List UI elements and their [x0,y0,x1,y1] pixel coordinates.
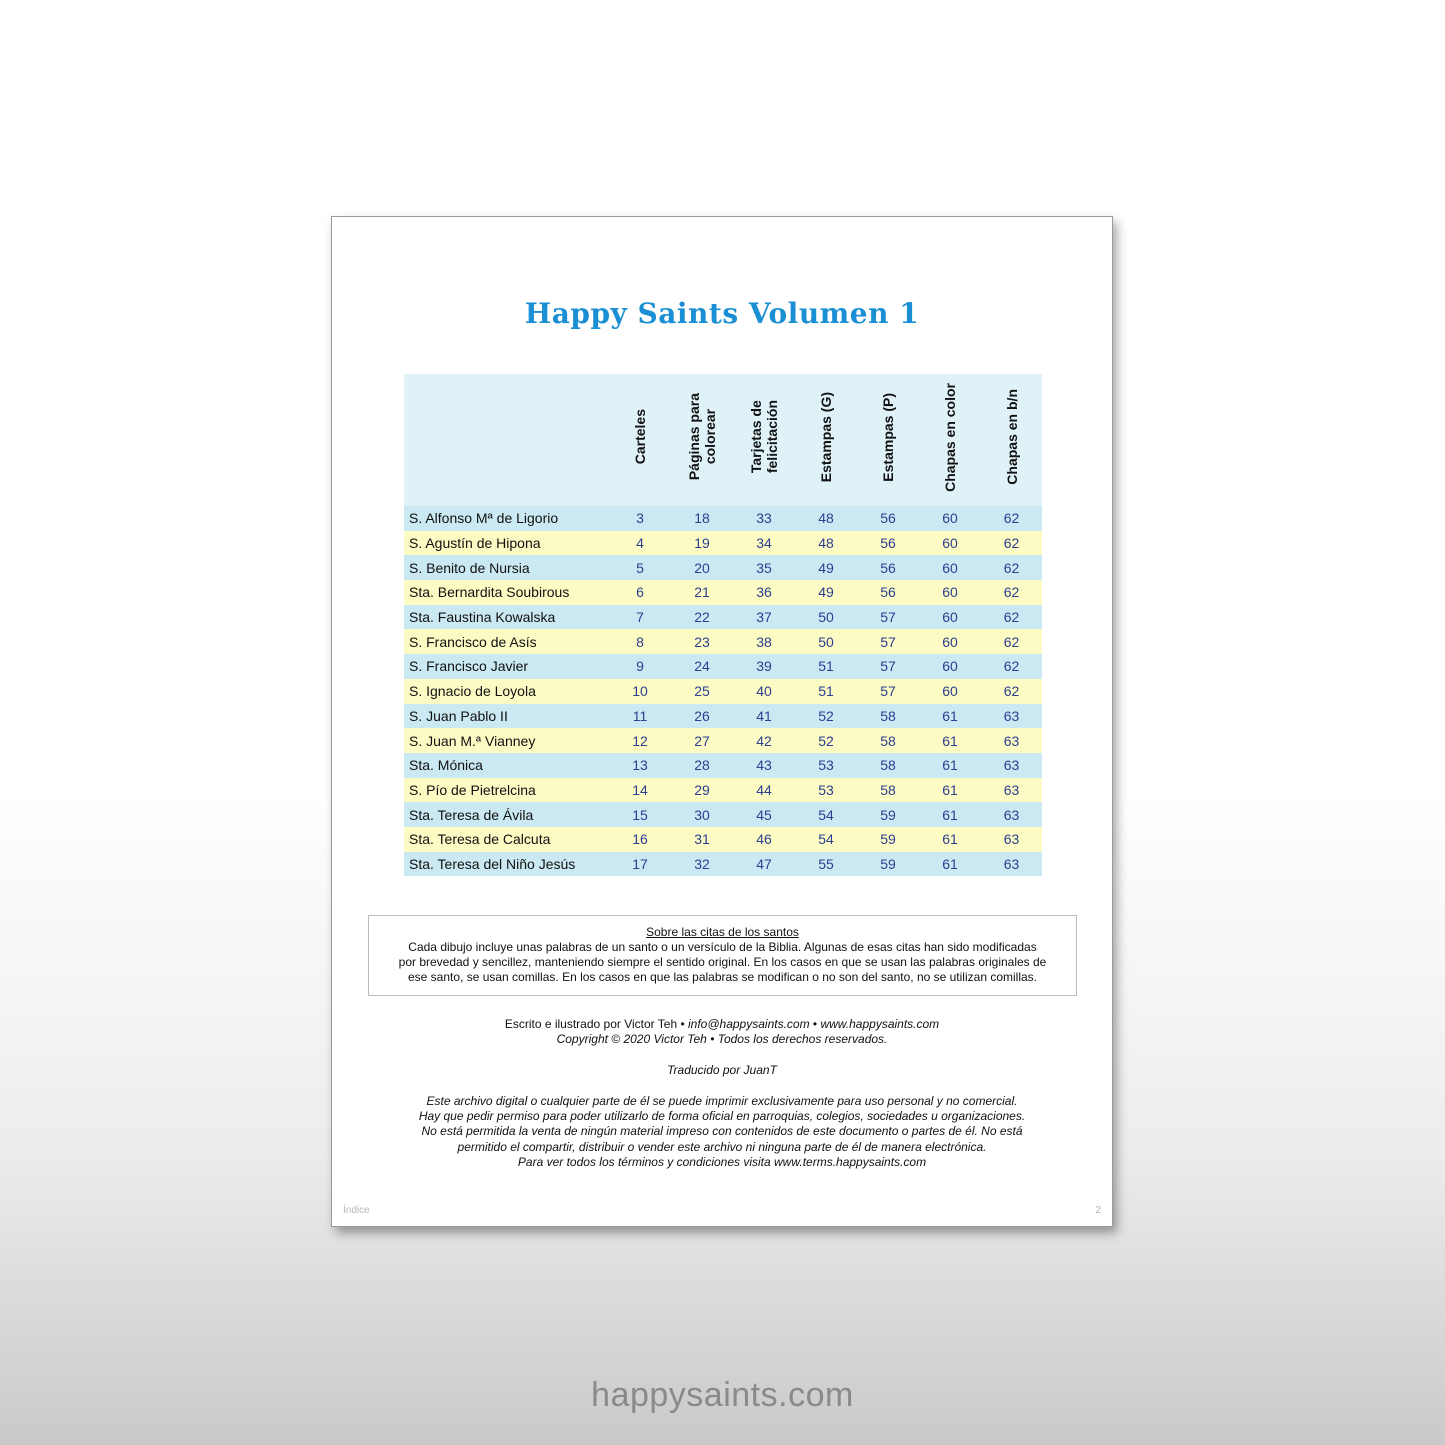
table-row [404,728,1042,753]
page-number-cell: 60 [942,658,958,675]
page-number-cell: 50 [818,609,834,626]
page-number-cell: 59 [880,855,896,872]
saint-name-cell: S. Francisco de Asís [409,633,537,650]
note-line: por brevedad y sencillez, manteniendo siempre el sentido original. En los casos en que se usan las palabras originales de [398,955,1047,969]
table-row [404,778,1042,803]
page-number-cell: 62 [1003,535,1020,552]
page-number-cell: 61 [942,806,958,823]
site-caption: happysaints.com [591,1376,854,1414]
page-number-cell: 3 [636,510,644,527]
page-number-cell: 32 [694,855,710,872]
credits-separator: • [809,1017,821,1031]
page-number-cell: 48 [818,510,834,527]
page-number-cell: 60 [942,510,958,527]
terms-line: Este archivo digital o cualquier parte de él se puede imprimir exclusivamente para uso personal y no comercial. [426,1094,1018,1108]
page-number-cell: 54 [818,806,834,823]
column-header: Chapas en b/n [1003,389,1020,485]
page-number-cell: 21 [694,584,710,601]
page-number-cell: 60 [942,609,958,626]
page-number-cell: 4 [636,535,644,552]
terms-line: Hay que pedir permiso para poder utilizarlo de forma oficial en parroquias, colegios, sociedades u organizaciones. [418,1109,1026,1124]
page-number-cell: 62 [1003,683,1020,700]
page-number-cell: 30 [694,806,710,823]
document-page [331,216,1113,1227]
page-number-cell: 14 [632,781,648,798]
page-number-cell: 37 [756,609,772,626]
page-number-cell: 56 [880,584,896,601]
copyright-text: Copyright © 2020 Victor Teh • Todos los derechos reservados. [556,1032,888,1046]
page-number-cell: 62 [1003,609,1020,626]
page-number-cell: 8 [636,633,644,650]
table-row [404,654,1042,679]
column-header: Chapas en color [942,382,958,492]
saint-name-cell: S. Pío de Pietrelcina [409,781,536,798]
page-number-cell: 61 [942,855,958,872]
footer-page-number: 2 [1095,1205,1101,1216]
note-line: Cada dibujo incluye unas palabras de un santo o un versículo de la Biblia. Algunas de esas citas han sido modificadas [408,940,1037,954]
column-header: Tarjetas de felicitación [748,400,780,474]
page-number-cell: 43 [756,757,772,774]
page-number-cell: 53 [818,781,834,798]
page-number-cell: 11 [632,707,648,724]
page-number-cell: 63 [1003,806,1020,823]
terms-line: permitido el compartir, distribuir o vender este archivo ni ninguna parte de él de manera electrónica. [457,1139,987,1154]
page-number-cell: 28 [694,757,710,774]
page-number-cell: 62 [1003,633,1020,650]
translator-text: Traducido por JuanT [667,1063,777,1077]
page-number-cell: 57 [880,683,896,700]
column-header: Carteles [632,409,648,465]
table-row [404,753,1042,778]
page-number-cell: 18 [694,510,710,527]
page-number-cell: 55 [818,855,834,872]
page-number-cell: 16 [632,831,648,848]
page-number-cell: 36 [756,584,772,601]
saint-name-cell: S. Francisco Javier [409,658,529,675]
page-number-cell: 60 [942,559,958,576]
page-number-cell: 22 [694,609,710,626]
page-number-cell: 51 [818,658,834,675]
page-number-cell: 7 [636,609,644,626]
page-number-cell: 48 [818,535,834,552]
page-number-cell: 50 [818,633,834,650]
page-number-cell: 62 [1003,510,1020,527]
table-row [404,704,1042,729]
page-number-cell: 13 [632,757,648,774]
page-number-cell: 5 [636,559,644,576]
page-number-cell: 57 [880,609,896,626]
table-row [404,629,1042,654]
page-number-cell: 57 [880,633,896,650]
page-number-cell: 38 [756,633,772,650]
quotes-note-box [368,915,1077,996]
page-number-cell: 56 [880,559,896,576]
page-number-cell: 59 [880,831,896,848]
saint-name-cell: S. Benito de Nursia [409,559,530,576]
saint-name-cell: Sta. Teresa de Calcuta [409,831,551,848]
page-number-cell: 46 [756,831,772,848]
author-text: Escrito e ilustrado por Victor Teh • [504,1017,688,1031]
page-number-cell: 63 [1003,831,1020,848]
page-number-cell: 62 [1003,559,1020,576]
page-number-cell: 58 [880,757,896,774]
page-number-cell: 26 [694,707,710,724]
table-row [404,580,1042,605]
saint-name-cell: Sta. Bernardita Soubirous [409,584,570,601]
page-title: Happy Saints Volumen 1 [524,297,920,330]
page-number-cell: 41 [756,707,772,724]
page-number-cell: 63 [1003,707,1020,724]
page-number-cell: 58 [880,707,896,724]
page-number-cell: 23 [694,633,710,650]
table-row [404,605,1042,630]
terms-line: Para ver todos los términos y condiciones visita www.terms.happysaints.com [517,1154,927,1169]
page-number-cell: 63 [1003,781,1020,798]
website-text: www.happysaints.com [820,1017,940,1031]
page-number-cell: 47 [756,855,772,872]
page-number-cell: 63 [1003,855,1020,872]
saint-name-cell: Sta. Faustina Kowalska [409,609,556,626]
page-number-cell: 10 [632,683,648,700]
table-row [404,531,1042,556]
page-number-cell: 57 [880,658,896,675]
page-number-cell: 58 [880,732,896,749]
page-number-cell: 61 [942,707,958,724]
header-name-cell [404,374,609,506]
page-number-cell: 25 [694,683,710,700]
page-number-cell: 59 [880,806,896,823]
page-number-cell: 58 [880,781,896,798]
page-number-cell: 29 [694,781,710,798]
column-header: Páginas para colorear [686,393,718,481]
page-number-cell: 6 [636,584,644,601]
page-number-cell: 12 [632,732,648,749]
page-number-cell: 63 [1003,732,1020,749]
table-row [404,506,1042,531]
saint-name-cell: Sta. Teresa de Ávila [409,806,534,823]
page-number-cell: 56 [880,535,896,552]
page-number-cell: 39 [756,658,772,675]
saint-name-cell: Sta. Mónica [409,757,483,774]
page-number-cell: 62 [1003,658,1020,675]
table-body [404,506,1042,876]
page-number-cell: 62 [1003,584,1020,601]
page-number-cell: 60 [942,584,958,601]
column-header: Estampas (G) [818,391,834,483]
saint-name-cell: S. Agustín de Hipona [409,535,541,552]
index-table [404,374,1042,876]
page-number-cell: 33 [756,510,772,527]
note-title: Sobre las citas de los santos [646,925,799,939]
page-number-cell: 63 [1003,757,1020,774]
page-number-cell: 24 [694,658,710,675]
page-number-cell: 27 [694,732,710,749]
table-header-row [404,374,1042,506]
page-number-cell: 52 [818,732,834,749]
page-number-cell: 60 [942,535,958,552]
email-text: info@happysaints.com [688,1017,810,1031]
page-number-cell: 61 [942,831,958,848]
page-number-cell: 35 [756,559,772,576]
page-number-cell: 20 [694,559,710,576]
table-row [404,555,1042,580]
table-row [404,827,1042,852]
page-number-cell: 42 [756,732,772,749]
page-number-cell: 54 [818,831,834,848]
page-number-cell: 53 [818,757,834,774]
column-header: Estampas (P) [880,392,896,482]
page-number-cell: 31 [694,831,710,848]
saint-name-cell: S. Alfonso Mª de Ligorio [409,510,559,527]
page-number-cell: 15 [632,806,648,823]
page-number-cell: 52 [818,707,834,724]
table-row [404,852,1042,877]
page-number-cell: 34 [756,535,772,552]
page-number-cell: 40 [756,683,772,700]
terms-line: No está permitida la venta de ningún material impreso con contenidos de este documento o partes de él. No está [421,1124,1023,1139]
page-number-cell: 45 [756,806,772,823]
credits [332,1017,1112,1047]
page-number-cell: 44 [756,781,772,798]
page-number-cell: 49 [818,559,834,576]
footer-section-label: Índice [343,1205,370,1216]
table-row [404,679,1042,704]
page-number-cell: 61 [942,781,958,798]
note-line: ese santo, se usan comillas. En los casos en que las palabras se modifican o no son del santo, no se utilizan comillas. [407,970,1037,984]
page-number-cell: 60 [942,683,958,700]
terms-block [332,1094,1112,1170]
table-row [404,802,1042,827]
saint-name-cell: S. Juan Pablo II [409,707,508,724]
page-number-cell: 49 [818,584,834,601]
page-number-cell: 19 [694,535,710,552]
page-number-cell: 61 [942,757,958,774]
page-number-cell: 17 [632,855,648,872]
page-number-cell: 60 [942,633,958,650]
saint-name-cell: S. Ignacio de Loyola [409,683,536,700]
saint-name-cell: Sta. Teresa del Niño Jesús [409,855,576,872]
page-number-cell: 9 [636,658,644,675]
page-number-cell: 56 [880,510,896,527]
saint-name-cell: S. Juan M.ª Vianney [409,732,536,749]
page-number-cell: 61 [942,732,958,749]
page-number-cell: 51 [818,683,834,700]
credits-line [332,1017,1112,1032]
